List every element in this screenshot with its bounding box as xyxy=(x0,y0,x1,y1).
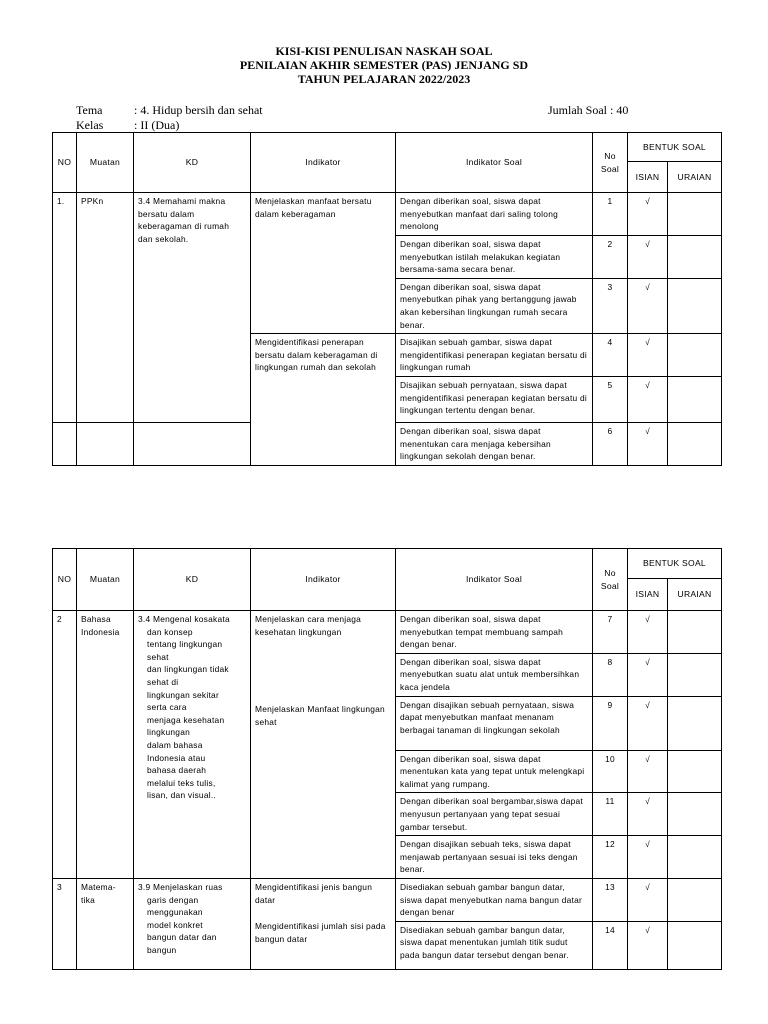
row-muatan xyxy=(77,611,134,879)
muatan-line2: Indonesia xyxy=(81,626,120,637)
uraian-cell xyxy=(668,193,722,236)
kd-line: menggunakan xyxy=(147,907,203,918)
indikator-soal-cell: Dengan diberikan soal bergambar,siswa dapat menyusun pertanyaan yang tepat sesuai gambar tersebut. xyxy=(396,793,593,836)
isian-check: √ xyxy=(628,793,668,836)
row-indikator xyxy=(251,611,396,879)
isian-check: √ xyxy=(628,836,668,879)
header-uraian: URAIAN xyxy=(668,162,722,193)
empty-cell xyxy=(77,422,134,465)
no-soal-cell: 8 xyxy=(593,653,628,696)
header-no: NO xyxy=(53,133,77,193)
isian-check: √ xyxy=(628,236,668,279)
kd-line: 3.9 Menjelaskan ruas xyxy=(138,881,223,892)
uraian-cell xyxy=(668,422,722,465)
no-soal-cell: 3 xyxy=(593,278,628,333)
indikator-soal-cell: Disajikan sebuah gambar, siswa dapat mengidentifikasi penerapan kegiatan bersatu di lingkungan rumah xyxy=(396,334,593,377)
indikator-soal-cell: Disajikan sebuah pernyataan, siswa dapat mengidentifikasi penerapan kegiatan bersatu di lingkungan tertentu dengan benar. xyxy=(396,376,593,422)
indikator-soal-cell: Dengan diberikan soal, siswa dapat menyebutkan manfaat dari saling tolong menolong xyxy=(396,193,593,236)
indikator-text: Menjelaskan Manfaat lingkungan sehat xyxy=(255,704,385,727)
row-kd: 3.4 Memahami makna bersatu dalam keberagaman di rumah dan sekolah. xyxy=(134,193,251,423)
kelas-value: : II (Dua) xyxy=(134,118,180,132)
no-soal-line1: No xyxy=(604,567,616,578)
isian-check: √ xyxy=(628,750,668,793)
tema-label: Tema xyxy=(76,103,103,117)
muatan-line1: Matema- xyxy=(81,881,116,892)
indikator-soal-cell: Disediakan sebuah gambar bangun datar, siswa dapat menentukan jumlah titik sudut pada bangun datar tersebut dengan benar. xyxy=(396,921,593,969)
row-kd xyxy=(134,611,251,879)
kd-line: serta cara xyxy=(147,702,187,713)
doc-title-line3: TAHUN PELAJARAN 2022/2023 xyxy=(297,72,471,86)
isian-check: √ xyxy=(628,653,668,696)
isian-check: √ xyxy=(628,921,668,969)
no-soal-cell: 5 xyxy=(593,376,628,422)
header-no-soal xyxy=(593,133,628,193)
kd-line: melalui teks tulis, xyxy=(147,777,216,788)
uraian-cell xyxy=(668,334,722,377)
header-muatan: Muatan xyxy=(77,133,134,193)
row-indikator: Mengidentifikasi penerapan bersatu dalam keberagaman di lingkungan rumah dan sekolah xyxy=(251,334,396,466)
indikator-soal-cell: Dengan diberikan soal, siswa dapat menentukan kata yang tepat untuk melengkapi kalimat yang rumpang. xyxy=(396,750,593,793)
kd-line: tentang lingkungan xyxy=(147,639,223,650)
indikator-soal-cell: Disediakan sebuah gambar bangun datar, siswa dapat menyebutkan nama bangun datar dengan benar xyxy=(396,878,593,921)
no-soal-line2: Soal xyxy=(600,163,620,174)
kd-line: bangun xyxy=(147,944,177,955)
uraian-cell xyxy=(668,653,722,696)
tema-value: : 4. Hidup bersih dan sehat xyxy=(134,103,263,117)
indikator-text: Mengidentifikasi jenis bangun datar xyxy=(255,881,373,905)
kd-line: lingkungan sekitar xyxy=(147,689,220,700)
indikator-soal-cell: Dengan diberikan soal, siswa dapat menyebutkan pihak yang bertanggung jawab akan kebersihan lingkungan rumah secara benar. xyxy=(396,278,593,333)
no-soal-cell: 12 xyxy=(593,836,628,879)
kd-line: menjaga kesehatan xyxy=(147,714,225,725)
isian-check: √ xyxy=(628,878,668,921)
row-indikator xyxy=(251,878,396,969)
header-muatan: Muatan xyxy=(77,549,134,611)
no-soal-cell: 10 xyxy=(593,750,628,793)
kd-line: garis dengan xyxy=(147,894,199,905)
indikator-soal-cell: Dengan disajikan sebuah pernyataan, siswa dapat menyebutkan manfaat menanam berbagai tanaman di lingkungan sekolah xyxy=(396,696,593,750)
table-row xyxy=(53,878,722,921)
row-no: 2 xyxy=(53,611,77,879)
no-soal-line1: No xyxy=(604,150,616,161)
indikator-text: Mengidentifikasi jumlah sisi pada bangun datar xyxy=(255,921,386,944)
doc-title-line2: PENILAIAN AKHIR SEMESTER (PAS) JENJANG SD xyxy=(239,58,529,72)
row-muatan: PPKn xyxy=(77,193,134,423)
isian-check: √ xyxy=(628,696,668,750)
row-indikator: Menjelaskan manfaat bersatu dalam keberagaman xyxy=(251,193,396,334)
kd-line: dalam bahasa xyxy=(147,739,203,750)
kisi-table-2 xyxy=(52,548,722,970)
no-soal-cell: 9 xyxy=(593,696,628,750)
kd-line: Indonesia atau xyxy=(147,752,206,763)
no-soal-cell: 4 xyxy=(593,334,628,377)
uraian-cell xyxy=(668,836,722,879)
kd-line: sehat xyxy=(147,651,169,662)
indikator-soal-cell: Dengan diberikan soal, siswa dapat menyebutkan tempat membuang sampah dengan benar. xyxy=(396,611,593,654)
empty-cell xyxy=(53,422,77,465)
uraian-cell xyxy=(668,750,722,793)
header-kd: KD xyxy=(134,133,251,193)
no-soal-cell: 1 xyxy=(593,193,628,236)
kelas-label: Kelas xyxy=(76,118,104,132)
header-no: NO xyxy=(53,549,77,611)
header-indikator: Indikator xyxy=(251,549,396,611)
kd-line: bangun datar dan xyxy=(147,932,217,943)
header-uraian: URAIAN xyxy=(668,579,722,611)
uraian-cell xyxy=(668,793,722,836)
uraian-cell xyxy=(668,236,722,279)
kd-line: dan konsep xyxy=(147,626,193,637)
row-no: 3 xyxy=(53,878,77,969)
header-indikator: Indikator xyxy=(251,133,396,193)
header-indikator-soal: Indikator Soal xyxy=(396,133,593,193)
header-bentuk-soal: BENTUK SOAL xyxy=(628,549,722,579)
indikator-soal-cell: Dengan diberikan soal, siswa dapat menyebutkan suatu alat untuk membersihkan kaca jendela xyxy=(396,653,593,696)
row-muatan xyxy=(77,878,134,969)
header-kd: KD xyxy=(134,549,251,611)
indikator-text: Menjelaskan cara menjaga kesehatan lingkungan xyxy=(255,614,362,637)
no-soal-line2: Soal xyxy=(600,580,620,591)
kd-line: sehat di xyxy=(147,676,179,687)
isian-check: √ xyxy=(628,611,668,654)
kisi-table-1 xyxy=(52,132,722,466)
jumlah-soal: Jumlah Soal : 40 xyxy=(548,103,629,117)
isian-check: √ xyxy=(628,334,668,377)
no-soal-cell: 6 xyxy=(593,422,628,465)
row-no: 1. xyxy=(53,193,77,423)
doc-title-line1: KISI-KISI PENULISAN NASKAH SOAL xyxy=(275,44,493,58)
header-indikator-soal: Indikator Soal xyxy=(396,549,593,611)
isian-check: √ xyxy=(628,422,668,465)
header-isian: ISIAN xyxy=(628,579,668,611)
uraian-cell xyxy=(668,878,722,921)
uraian-cell xyxy=(668,611,722,654)
indikator-soal-cell: Dengan diberikan soal, siswa dapat menentukan cara menjaga kebersihan lingkungan sekolah dengan benar. xyxy=(396,422,593,465)
row-kd xyxy=(134,878,251,969)
kd-line: model konkret xyxy=(147,919,203,930)
no-soal-cell: 13 xyxy=(593,878,628,921)
table-row xyxy=(53,193,722,236)
no-soal-cell: 2 xyxy=(593,236,628,279)
no-soal-cell: 11 xyxy=(593,793,628,836)
uraian-cell xyxy=(668,278,722,333)
kd-line: dan lingkungan tidak xyxy=(147,664,229,675)
isian-check: √ xyxy=(628,193,668,236)
uraian-cell xyxy=(668,696,722,750)
table-row xyxy=(53,611,722,654)
empty-cell xyxy=(134,422,251,465)
uraian-cell xyxy=(668,921,722,969)
uraian-cell xyxy=(668,376,722,422)
isian-check: √ xyxy=(628,376,668,422)
indikator-soal-cell: Dengan diberikan soal, siswa dapat menyebutkan istilah melakukan kegiatan bersama-sama secara benar. xyxy=(396,236,593,279)
isian-check: √ xyxy=(628,278,668,333)
header-no-soal xyxy=(593,549,628,611)
kd-line: bahasa daerah xyxy=(147,765,207,776)
muatan-line2: tika xyxy=(81,894,96,905)
indikator-soal-cell: Dengan disajikan sebuah teks, siswa dapat menjawab pertanyaan sesuai isi teks dengan benar. xyxy=(396,836,593,879)
kd-line: 3.4 Mengenal kosakata xyxy=(138,614,230,624)
muatan-line1: Bahasa xyxy=(81,614,111,624)
kd-line: lisan, dan visual.. xyxy=(147,790,216,801)
kd-line: lingkungan xyxy=(147,727,191,738)
no-soal-cell: 7 xyxy=(593,611,628,654)
no-soal-cell: 14 xyxy=(593,921,628,969)
header-isian: ISIAN xyxy=(628,162,668,193)
header-bentuk-soal: BENTUK SOAL xyxy=(628,133,722,162)
